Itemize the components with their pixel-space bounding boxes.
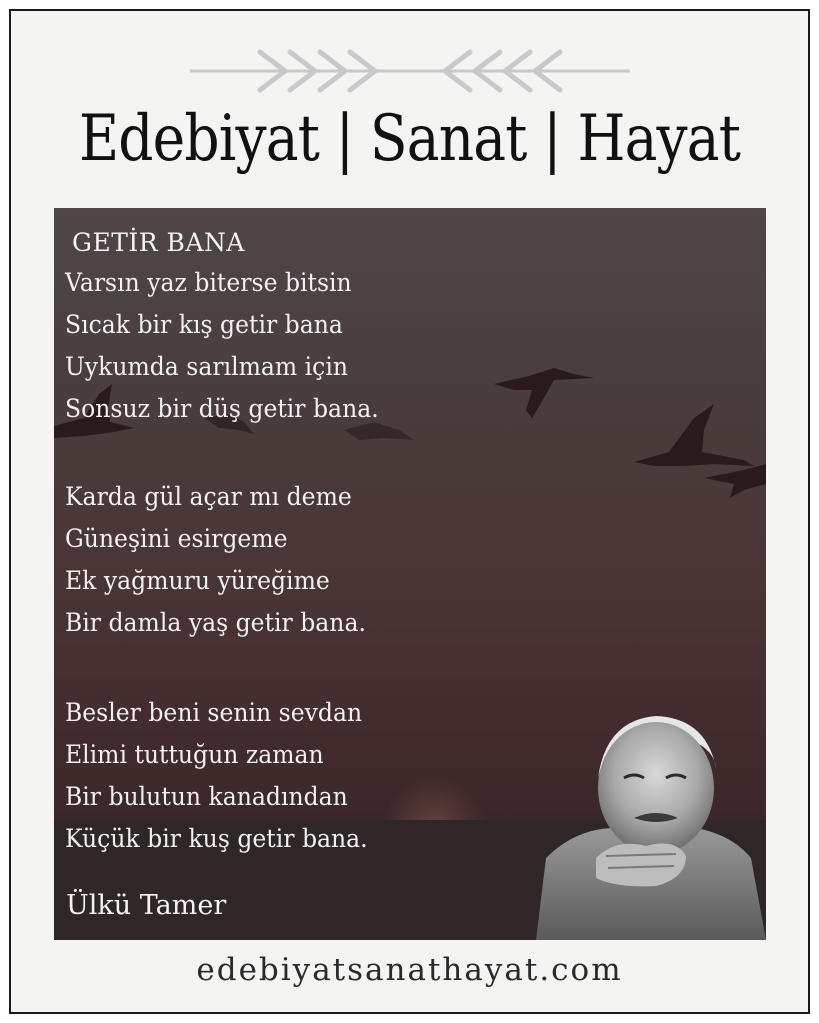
poem-line: Varsın yaz biterse bitsin — [65, 268, 352, 297]
footer-url: edebiyatsanathayat.com — [196, 952, 623, 988]
poem-line: Güneşini esirgeme — [65, 524, 288, 553]
laurel-branch-icon — [190, 44, 630, 98]
poem-line: Elimi tuttuğun zaman — [65, 740, 324, 769]
poem-line: Sıcak bir kış getir bana — [65, 310, 343, 339]
poem-author: Ülkü Tamer — [66, 890, 227, 921]
poem-line: Bir damla yaş getir bana. — [65, 608, 366, 637]
poem-title: GETİR BANA — [72, 228, 245, 257]
poem-line: Ek yağmuru yüreğime — [65, 566, 330, 595]
poem-line: Sonsuz bir düş getir bana. — [65, 394, 379, 423]
poem-line: Karda gül açar mı deme — [65, 482, 352, 511]
poem-line: Uykumda sarılmam için — [65, 352, 348, 381]
poem-panel — [54, 208, 766, 940]
poem-line: Bir bulutun kanadından — [65, 782, 348, 811]
poem-line: Besler beni senin sevdan — [65, 698, 363, 727]
poem-line: Küçük bir kuş getir bana. — [65, 824, 368, 853]
site-title: Edebiyat | Sanat | Hayat — [78, 102, 741, 176]
author-portrait — [536, 708, 766, 940]
